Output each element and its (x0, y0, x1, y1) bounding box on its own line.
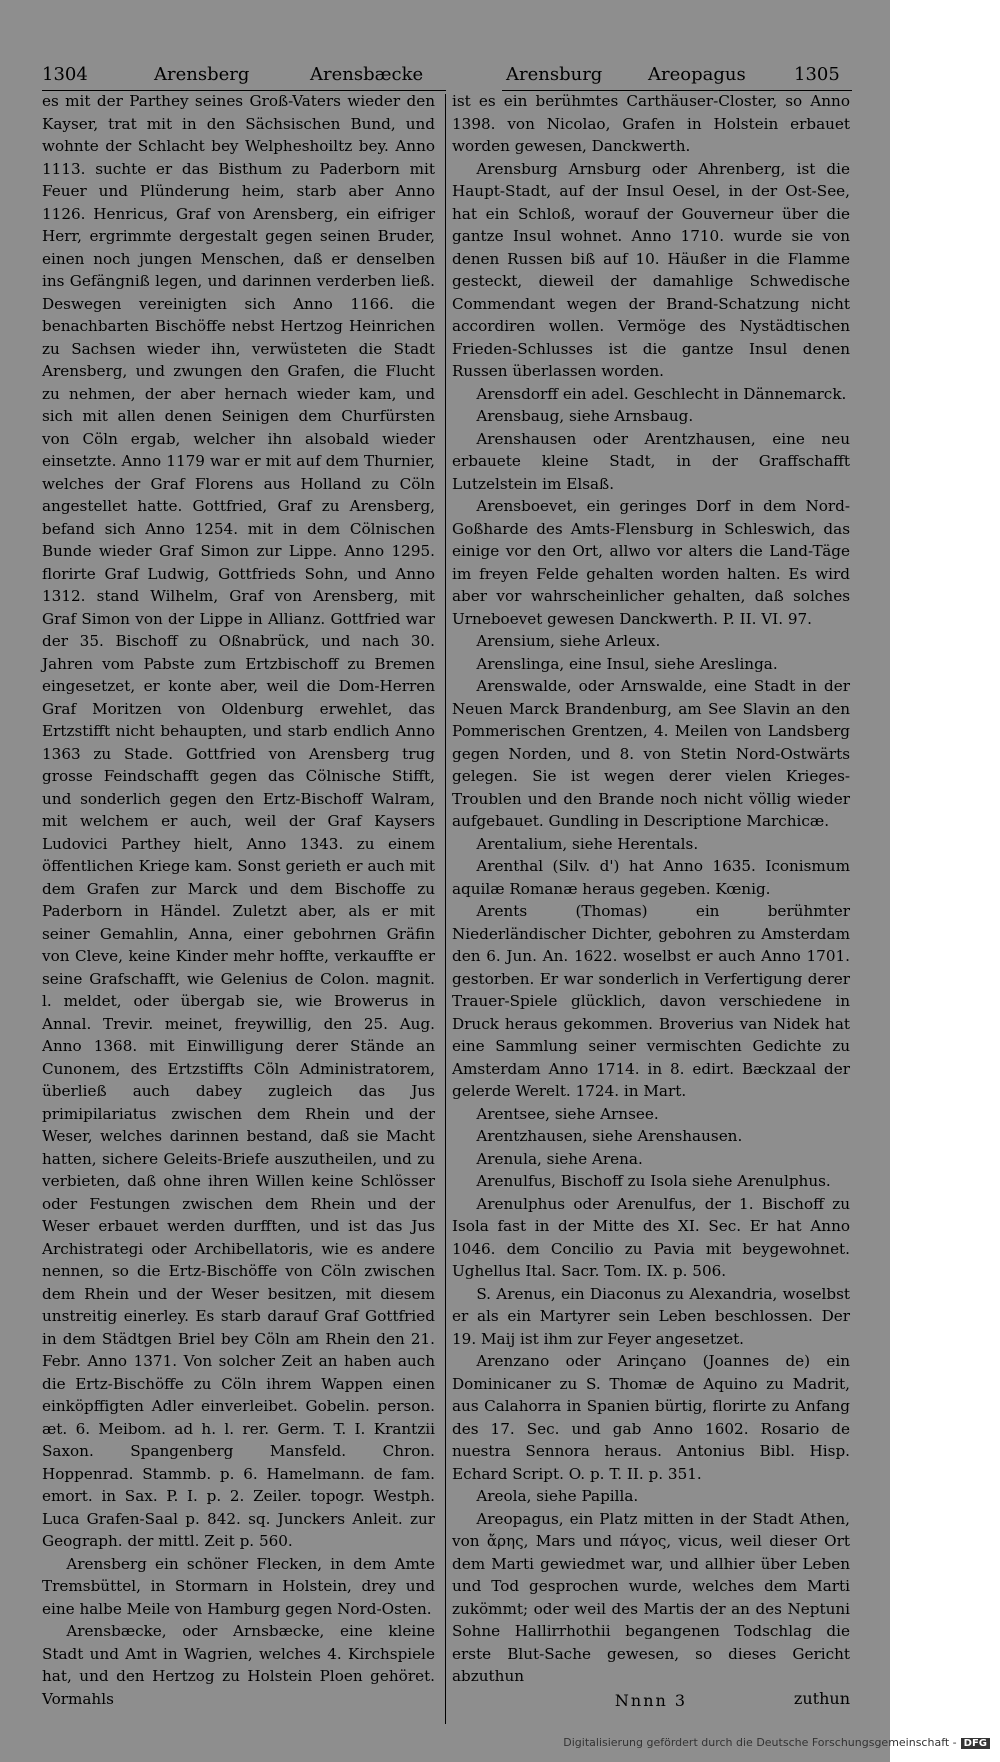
catchword: zuthun (793, 1689, 850, 1708)
paragraph: Arensbaug, siehe Arnsbaug. (476, 407, 694, 425)
dfg-logo: DFG (961, 1738, 990, 1749)
header-entry-left-2: Arensbæcke (310, 64, 424, 85)
paragraph: Arensboevet, ein geringes Dorf in dem Nord-Goßharde des Amts-Flensburg in Schleswich, das einige vor den Ort, allwo vor alters die Land-Täge im freyen Felde gehalten worden halten. Es wird aber vor wahrscheinlicher gehalten, daß solches Urneboevet gewesen Danckwerth. P. II. VI. 97. (452, 497, 850, 628)
paragraph: Arentsee, siehe Arnsee. (476, 1104, 659, 1123)
paragraph: Arensdorff ein adel. Geschlecht in Dännemarck. (476, 384, 847, 403)
page-number-right: 1305 (794, 64, 840, 85)
footer (0, 1736, 1000, 1756)
header-entry-right: Arensburg (506, 64, 603, 85)
paragraph: S. Arenus, ein Diaconus zu Alexandria, woselbst er als ein Martyrer sein Leben beschlossen. Der 19. Maij ist ihm zur Feyer angesetzet. (452, 1284, 850, 1348)
paragraph: Arenzano oder Arinçano (Joannes de) ein Dominicaner zu S. Thomæ de Aquino zu Madrit, aus Calahorra in Spanien bürtig, florirte zu Anfang des 17. Sec. und gab Anno 1602. Rosario de nuestra Sennora heraus. Antonius Bibl. Hisp. Echard Script. O. p. T. II. p. 351. (452, 1352, 850, 1483)
paragraph: Arensbæcke, oder Arnsbæcke, eine kleine Stadt und Amt in Wagrien, welches 4. Kirchspiele hat, und den Hertzog zu Holstein Ploen gehöret. Vormahls (42, 1622, 435, 1708)
paragraph: Arentzhausen, siehe Arenshausen. (476, 1127, 743, 1145)
paragraph: Arenulfus, Bischoff zu Isola siehe Arenulphus. (476, 1172, 831, 1190)
printer-signature: Nnnn 3 (614, 1690, 688, 1710)
footer-text: Digitalisierung gefördert durch die Deutsche Forschungsgemeinschaft - (563, 1736, 957, 1749)
paragraph: Arenthal (Silv. d') hat Anno 1635. Iconismum aquilæ Romanæ heraus gegeben. Kœnig. (452, 857, 850, 898)
paragraph: Arents (Thomas) ein berühmter Niederländischer Dichter, gebohren zu Amsterdam den 6. Jun. An. 1622. woselbst er auch Anno 1701. gestorben. Er war sonderlich in Verfertigung derer Trauer-Spiele glücklich, davon verschiedene in Druck heraus gekommen. Broverius van Nidek hat eine Sammlung seiner vermischten Gedichte zu Amsterdam Anno 1714. in 8. edirt. Bæckzaal der gelerde Werelt. 1724. in Mart. (452, 902, 850, 1100)
paragraph: Arenula, siehe Arena. (476, 1149, 643, 1168)
page-number-left: 1304 (42, 64, 88, 85)
running-header (42, 58, 850, 94)
paragraph: ist es ein berühmtes Carthäuser-Closter, so Anno 1398. von Nicolao, Grafen in Holstein erbauet worden gewesen, Danckwerth. (452, 92, 850, 155)
left-column (42, 90, 435, 1710)
right-column (452, 90, 850, 1711)
paragraph: Arenslinga, eine Insul, siehe Areslinga. (476, 654, 778, 673)
paragraph: Areola, siehe Papilla. (476, 1487, 639, 1505)
paragraph: Arensburg Arnsburg oder Ahrenberg, ist die Haupt-Stadt, auf der Insul Oesel, in der Ost-See, hat ein Schloß, worauf der Gouverneur über die gantze Insul wohnet. Anno 1710. wurde sie von denen Russen biß auf 10. Häußer in die Flamme gesteckt, dieweil der damahlige Schwedische Commendant wegen der Brand-Schatzung nicht accordiren wollen. Vermöge des Nystädtischen Frieden-Schlusses ist die gantze Insul denen Russen überlassen worden. (452, 159, 850, 380)
paragraph: Arenshausen oder Arentzhausen, eine neu erbauete kleine Stadt, in der Graffschafft Lutzelstein im Elsaß. (452, 429, 850, 493)
header-entry-left: Arensberg (154, 64, 250, 85)
paragraph: Arentalium, siehe Herentals. (476, 834, 699, 853)
header-entry-right-2: Areopagus (648, 64, 746, 85)
column-divider (445, 94, 446, 1724)
paragraph: Arenswalde, oder Arnswalde, eine Stadt in der Neuen Marck Brandenburg, am See Slavin an den Pommerischen Grentzen, 4. Meilen von Landsberg gegen Norden, und 8. von Stetin Nord-Ostwärts gelegen. Sie ist wegen derer vielen Krieges-Troublen und den Brande noch nicht völlig wieder aufgebauet. Gundling in Descriptione Marchicæ. (452, 677, 850, 830)
paragraph: Arensium, siehe Arleux. (476, 632, 661, 650)
paragraph: Arensberg ein schöner Flecken, in dem Amte Tremsbüttel, in Stormarn in Holstein, drey und eine halbe Meile von Hamburg gegen Nord-Osten. (42, 1554, 435, 1618)
paragraph: es mit der Parthey seines Groß-Vaters wieder den Kayser, trat mit in den Sächsischen Bund, und wohnte der Schlacht bey Welpheshoiltz bey. Anno 1113. suchte er das Bisthum zu Paderborn mit Feuer und Plünderung heim, starb aber Anno 1126. Henricus, Graf von Arensberg, ein eifriger Herr, ergrimmte dergestalt gegen seinen Bruder, einen noch jungen Menschen, daß er denselben ins Gefängniß legen, und darinnen verderben ließ. Deswegen vereinigten sich Anno 1166. die benachbarten Bischöffe nebst Hertzog Heinrichen zu Sachsen wieder ihn, verwüsteten die Stadt Arensberg, und zwungen den Grafen, die Flucht zu nehmen, der aber hernach wieder kam, und sich mit allen denen Seinigen dem Churfürsten von Cöln ergab, welcher ihn alsobald wieder einsetzte. Anno 1179 war er mit auf dem Thurnier, welches der Graf Florens aus Holland zu Cöln angestellet hatte. Gottfried, Graf zu Arensberg, befand sich Anno 1254. mit in dem Cölnischen Bunde wieder Graf Simon zur Lippe. Anno 1295. florirte Graf Ludwig, Gottfrieds Sohn, und Anno 1312. stand Wilhelm, Graf von Arensberg, mit Graf Simon von der Lippe in Allianz. Gottfried war der 35. Bischoff zu Oßnabrück, und nach 30. Jahren vom Pabste zum Ertzbischoff zu Bremen eingesetzet, er konte aber, weil die Dom-Herren Graf Moritzen von Oldenburg erwehlet, das Ertzstifft nicht behaupten, und starb endlich Anno 1363 zu Stade. Gottfried von Arensberg trug grosse Feindschafft gegen das Cölnische Stifft, und sonderlich gegen den Ertz-Bischoff Walram, mit welchem er auch, weil der Graf Kaysers Ludovici Parthey hielt, Anno 1343. zu einem öffentlichen Kriege kam. Sonst gerieth er auch mit dem Grafen zur Marck und dem Bischoffe zu Paderborn in Händel. Zuletzt aber, als er mit seiner Gemahlin, Anna, einer gebohrnen Gräfin von Cleve, keine Kinder mehr hoffte, verkauffte er seine Grafschafft, wie Gelenius de Colon. magnit. l. meldet, oder übergab sie, wie Browerus in Annal. Trevir. meinet, freywillig, den 25. Aug. Anno 1368. mit Einwilligung derer Stände an Cunonem, des Ertzstiffts Cöln Administratorem, überließ auch dabey zugleich das Jus primipilariatus zwischen dem Rhein und der Weser, welches darinnen bestand, daß sie Macht hatten, sichere Geleits-Briefe auszutheilen, und zu verbieten, daß ohne ihren Willen keine Schlösser oder Festungen zwischen dem Rhein und der Weser erbauet werden durfften, und ist das Jus Archistrategi oder Archibellatoris, wie es andere nennen, so die Ertz-Bischöffe von Cöln zwischen dem Rhein und der Weser besitzen, mit diesem unstreitig einerley. Es starb darauf Graf Gottfried in dem Städtgen Briel bey Cöln am Rhein den 21. Febr. Anno 1371. Von solcher Zeit an haben auch die Ertz-Bischöffe zu Cöln ihrem Wappen einen einköpffigten Adler einverleibet. Gobelin. person. æt. 6. Meibom. ad h. l. rer. Germ. T. I. Krantzii Saxon. Spangenberg Mansfeld. Chron. Hoppenrad. Stammb. p. 6. Hamelmann. de fam. emort. in Sax. P. I. p. 2. Zeiler. topogr. Westph. Luca Grafen-Saal p. 842. sq. Junckers Anleit. zur Geograph. der mittl. Zeit p. 560. (42, 92, 435, 1550)
paragraph: Arenulphus oder Arenulfus, der 1. Bischoff zu Isola fast in der Mitte des XI. Sec. Er hat Anno 1046. dem Concilio zu Pavia mit beygewohnet. Ughellus Ital. Sacr. Tom. IX. p. 506. (452, 1194, 850, 1280)
paragraph: Areopagus, ein Platz mitten in der Stadt Athen, von ἄρης, Mars und πάγος, vicus, weil dieser Ort dem Marti gewiedmet war, und allhier über Leben und Tod gesprochen wurde, welches dem Marti zukömmt; oder weil des Martis der an des Neptuni Sohne Hallirrhothii begangenen Todschlag die erste Blut-Sache gewesen, so dieses Gericht abzuthun (452, 1509, 850, 1685)
